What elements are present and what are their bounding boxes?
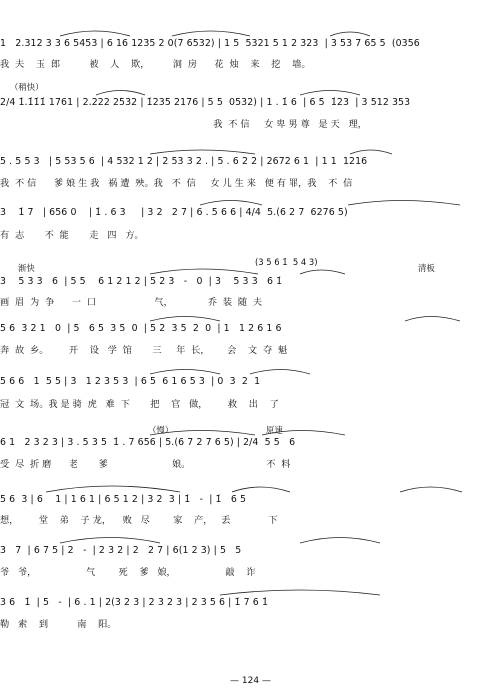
tempo-annotation: （稍快） (10, 82, 44, 92)
tempo-annotation: 清板 (418, 263, 435, 273)
tempo-annotation: 渐快 (18, 263, 35, 273)
notation-line: 5 . 5 5 3 | 5 53 5 6 | 4 532 1 2 | 2 53 3 2 . | 5 . 6 2 2 | 2672 6 1 | 1 1 1216 (0, 156, 368, 167)
notation-line: 3 1̇ 7 | 656 0 | 1̇ . 6 3 | 3 2 2 7 | 6 . 5 6 6 | 4/4 5.(6 2 7 6276 5) (0, 207, 348, 218)
notation-line: 5 6 3 | 6 1 | 1 6 1 | 6 5 1 2 | 3 2 3 | 1̇ - | 1̇ 6 5 (0, 494, 247, 505)
phrase-annotation: (3 5 6 1̇ 5 4 3) (255, 257, 318, 267)
notation-line: 5 6 3 2 1 0 | 5 6 5 3 5 0 | 5 2 3 5 2 0 | 1 1 2 6 1 6 (0, 323, 282, 334)
lyrics-line: 爷 爷， 气 死 爹 娘， 敲 诈 (0, 567, 256, 578)
notation-line: 3 6 1̇ | 5 - | 6 . 1 | 2(3 2 3 | 2 3 2 3 | 2 3 5 6 | 1̇ 7 6 1̇ (0, 597, 269, 608)
notation-line: 5 6 6 1 5 5 | 3 1 2 3 5 3 | 6 5 6 1 6 5 3 | 0 3 2 1 (0, 376, 261, 387)
lyrics-line: 有 志 不 能 走 四 方。 (0, 230, 144, 241)
page-number: — 124 — (230, 676, 271, 686)
notation-line: 1 2.312 3 3 6 5453 | 6 16 1235 2 0(7 6532) | 1 5 5321 5 1 2 323 | 3 53 7 65 5 (0356 (0, 38, 420, 49)
tempo-annotation: 原速 (266, 425, 283, 435)
lyrics-line: 冠 文 场。我 是 骑 虎 难 下 把 官 做， 救 出 了 (0, 399, 279, 410)
notation-line: 6 1 2 3 2 3 | 3 . 5 3 5 1̇ . 7 656 | 5.(6 7 2 7 6 5) | 2/4 5 5 6 (0, 437, 296, 448)
notation-line: 2/4 1̇.1̇1̇1̇ 1761 | 2.222 2532 | 1̇235 2176 | 5 5 0532) | 1 . 1̇ 6 | 6 5 1̇23 | 3 512 353 (0, 97, 411, 108)
lyrics-line: 想， 堂 弟 子 龙， 败 尽 家 产， 丢 下 (0, 515, 278, 526)
lyrics-line: 我 不 信 爹 娘 生 我 祸 遭 殃。我 不 信 女 儿 生 来 便 有 罪，我 不 信 (0, 178, 353, 189)
lyrics-line: 奔 故 乡。 开 设 学 馆 三 年 长， 会 文 夺 魁 (0, 345, 288, 356)
tempo-annotation: （慢） (148, 425, 174, 435)
lyrics-line: 画 眉 为 争 一 口 气， 乔 装 随 夫 (0, 297, 263, 308)
lyrics-line: 我 夫 玉 郎 被 人 欺， 洞 房 花 烛 来 挖 墙。 (0, 59, 311, 70)
notation-line: 3 5 3 3 6 | 5 5 6 1 2 1 2 | 5 2 3 - 0 | 3 5 3 3 6 1̇ (0, 276, 283, 287)
lyrics-line: 我 不 信 女 卑 男 尊 是 天 理， (0, 119, 367, 130)
lyrics-line: 受 尽 折 磨 老 爹 娘。 不 料 (0, 459, 291, 470)
notation-line: 3 7 | 6 7 5 | 2 - | 2 3 2 | 2 2 7 | 6(1 2 3) | 5 5 (0, 545, 242, 556)
lyrics-line: 勒 索 到 南 阳。 (0, 619, 117, 630)
